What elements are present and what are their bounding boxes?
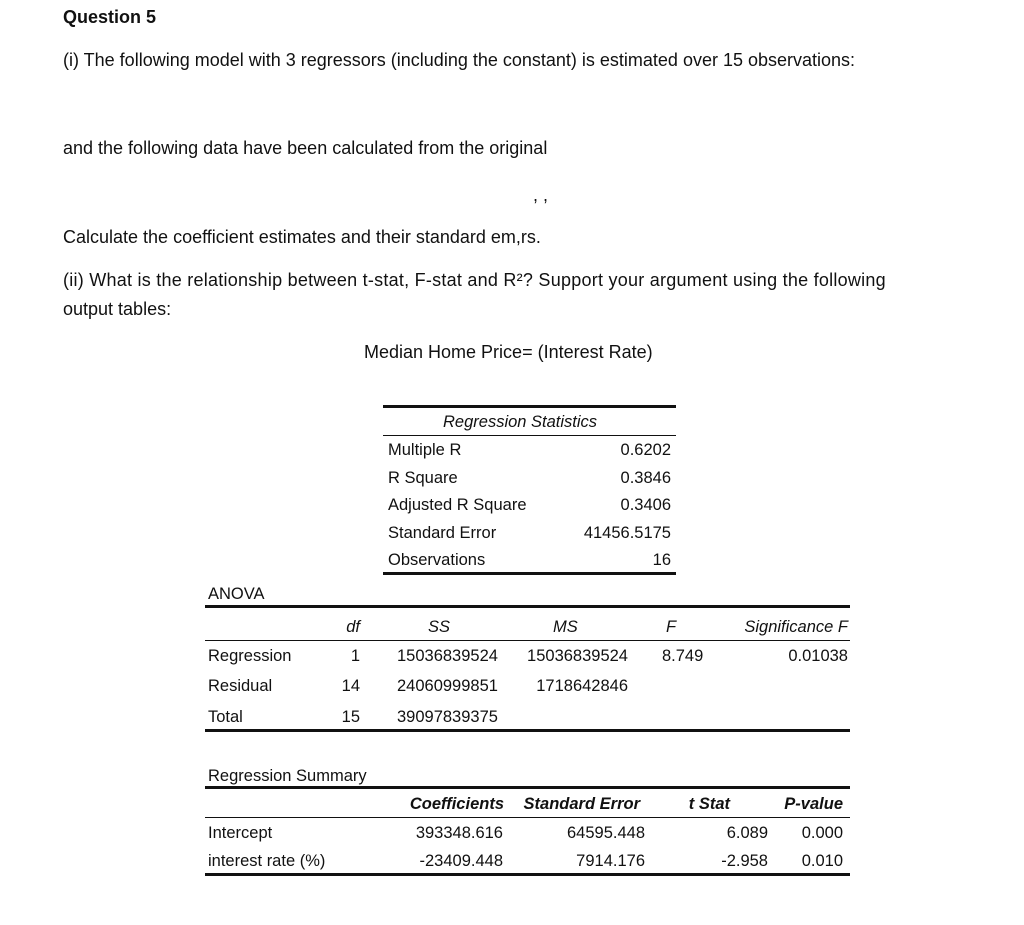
part1-instruction: Calculate the coefficient estimates and their standard em,rs. bbox=[63, 227, 541, 247]
p-value: 0.010 bbox=[801, 852, 843, 870]
coefficient: 393348.616 bbox=[415, 824, 503, 842]
header-t-stat: t Stat bbox=[688, 795, 730, 813]
anova-ss: 24060999851 bbox=[397, 677, 498, 695]
header-ms: MS bbox=[553, 618, 578, 636]
header-ss: SS bbox=[428, 618, 451, 636]
stat-label: Standard Error bbox=[388, 524, 497, 542]
stray-mark: , , bbox=[533, 185, 549, 205]
anova-df: 14 bbox=[341, 677, 360, 695]
model-title: Median Home Price= (Interest Rate) bbox=[364, 342, 653, 362]
anova-row-label: Regression bbox=[208, 647, 292, 665]
anova-row-label: Residual bbox=[208, 677, 273, 695]
anova-df: 1 bbox=[350, 647, 360, 665]
stat-value: 0.3406 bbox=[620, 496, 671, 514]
t-stat: 6.089 bbox=[726, 824, 768, 842]
header-coefficients: Coefficients bbox=[409, 795, 504, 813]
stat-label: Adjusted R Square bbox=[388, 496, 527, 514]
table-rule bbox=[383, 435, 676, 436]
stat-value: 41456.5175 bbox=[583, 524, 671, 542]
stat-label: Multiple R bbox=[388, 441, 462, 459]
regression-statistics-header: Regression Statistics bbox=[443, 413, 598, 431]
stat-value: 16 bbox=[652, 551, 671, 569]
summary-row-label: interest rate (%) bbox=[208, 852, 326, 870]
table-rule bbox=[383, 405, 676, 408]
p-value: 0.000 bbox=[801, 824, 843, 842]
anova-ss: 15036839524 bbox=[397, 647, 498, 665]
header-f: F bbox=[666, 618, 677, 636]
anova-ms: 1718642846 bbox=[536, 677, 628, 695]
summary-title: Regression Summary bbox=[208, 767, 367, 785]
table-rule bbox=[383, 572, 676, 575]
summary-row-label: Intercept bbox=[208, 824, 273, 842]
stat-label: Observations bbox=[388, 551, 486, 569]
table-rule bbox=[205, 786, 850, 789]
stat-value: 0.3846 bbox=[620, 469, 671, 487]
table-rule bbox=[205, 605, 850, 608]
stat-label: R Square bbox=[388, 469, 458, 487]
part1-data-text: and the following data have been calculated from the original bbox=[63, 138, 548, 158]
stat-value: 0.6202 bbox=[620, 441, 671, 459]
anova-row-label: Total bbox=[208, 708, 243, 726]
header-p-value: P-value bbox=[784, 795, 843, 813]
t-stat: -2.958 bbox=[721, 852, 768, 870]
header-standard-error: Standard Error bbox=[523, 795, 640, 813]
anova-ss: 39097839375 bbox=[397, 708, 498, 726]
table-rule bbox=[205, 640, 850, 641]
anova-title: ANOVA bbox=[208, 585, 265, 603]
header-significance-f: Significance F bbox=[744, 618, 848, 636]
anova-df: 15 bbox=[341, 708, 360, 726]
table-rule bbox=[205, 817, 850, 818]
table-rule bbox=[205, 729, 850, 732]
part1-text: (i) The following model with 3 regressors (including the constant) is estimated over 15 observations: bbox=[63, 50, 856, 70]
header-df: df bbox=[346, 618, 360, 636]
table-rule bbox=[205, 873, 850, 876]
coefficient: -23409.448 bbox=[419, 852, 503, 870]
standard-error: 64595.448 bbox=[567, 824, 645, 842]
part2-text-cont: output tables: bbox=[63, 299, 172, 319]
anova-significance-f: 0.01038 bbox=[788, 647, 848, 665]
anova-ms: 15036839524 bbox=[527, 647, 628, 665]
question-title: Question 5 bbox=[63, 7, 157, 27]
anova-f: 8.749 bbox=[662, 647, 704, 665]
part2-text: (ii) What is the relationship between t-stat, F-stat and R²? Support your argument using the following bbox=[63, 270, 886, 290]
standard-error: 7914.176 bbox=[576, 852, 645, 870]
